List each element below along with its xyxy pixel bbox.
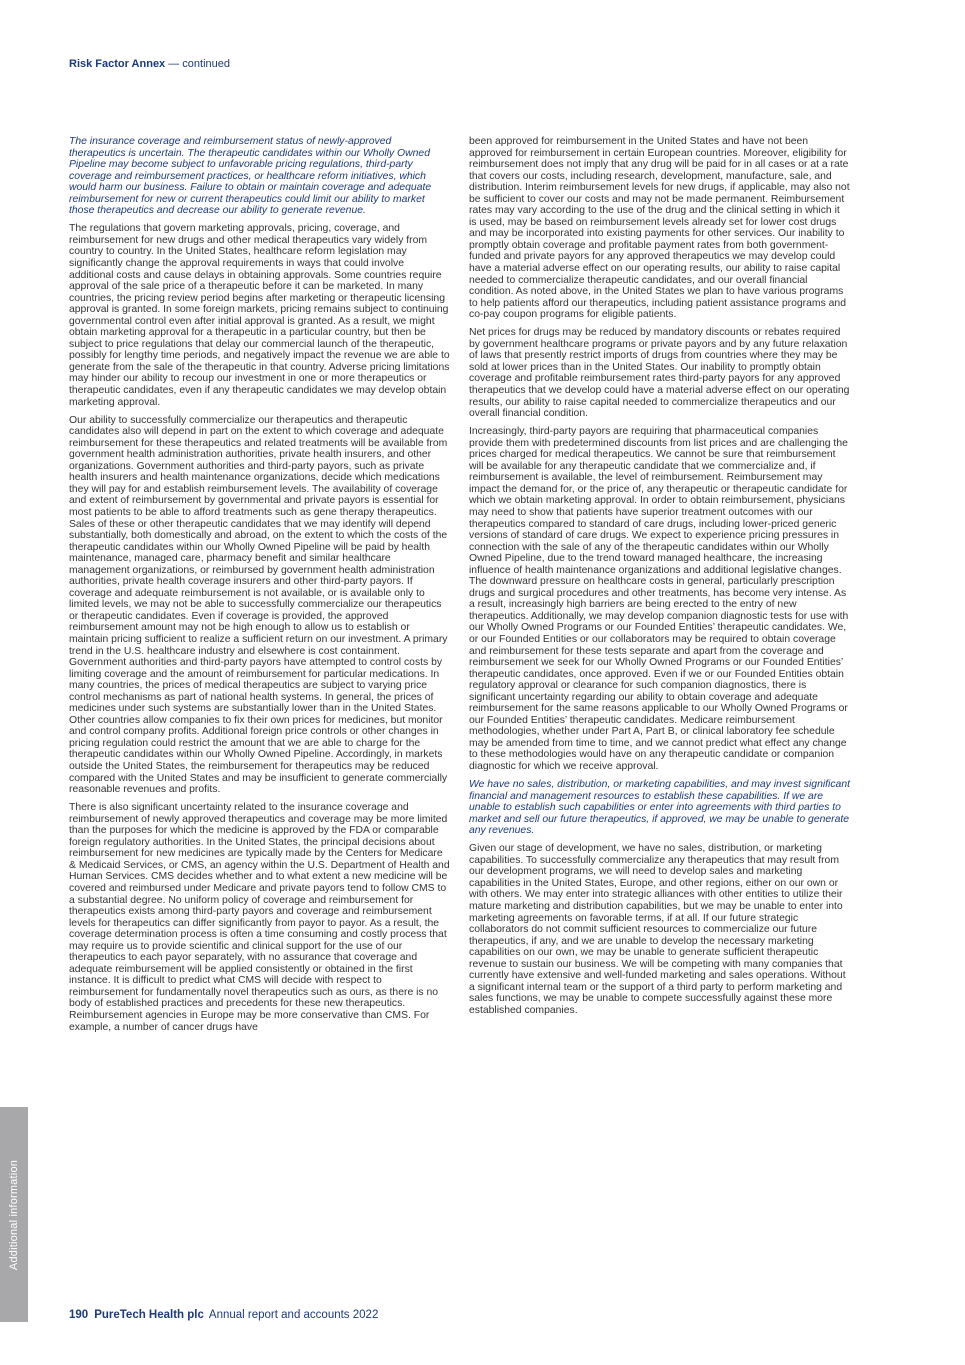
- left-column: [69, 136, 450, 1040]
- paragraph: Our ability to successfully commercialize our therapeutics and therapeutic candidates also will depend in part on the extent to which coverage and adequate reimbursement for these therapeutics and related treatments will be available from government health administration authorities, private health insurers, and other organizations. Government authorities and third-party payors, such as private health insurers and health maintenance organizations, decide which medications they will pay for and establish reimbursement levels. The availability of coverage and extent of reimbursement by governmental and private payors is essential for most patients to be able to afford treatments such as gene therapy therapeutics. Sales of these or other therapeutic candidates that we may identify will depend substantially, both domestically and abroad, on the extent to which the costs of the therapeutic candidates within our Wholly Owned Pipeline will be paid by health maintenance, managed care, pharmacy benefit and similar healthcare management organizations, or reimbursed by government health administration authorities, private health coverage insurers and other third-party payors. If coverage and adequate reimbursement is not available, or is available only to limited levels, we may not be able to successfully commercialize our therapeutics or therapeutic candidates. Even if coverage is provided, the approved reimbursement amount may not be high enough to allow us to establish or maintain pricing sufficient to realize a sufficient return on our investment. A primary trend in the U.S. healthcare industry and elsewhere is cost containment. Government authorities and third-party payors have attempted to control costs by limiting coverage and the amount of reimbursement for particular medications. In many countries, the prices of medical therapeutics are subject to varying price control mechanisms as part of national health systems. In general, the prices of medicines under such systems are substantially lower than in the United States. Other countries allow companies to fix their own prices for medicines, but monitor and control company profits. Additional foreign price controls or other changes in pricing regulation could restrict the amount that we are able to charge for the therapeutic candidates within our Wholly Owned Pipeline. Accordingly, in markets outside the United States, the reimbursement for therapeutics may be reduced compared with the United States and may be insufficient to generate commercially reasonable revenues and profits.: [69, 414, 448, 796]
- paragraph: Increasingly, third-party payors are requiring that pharmaceutical companies provide them with predetermined discounts from list prices and are challenging the prices charged for medical therapeutics. We cannot be sure that reimbursement will be available for any therapeutic candidate that we commercialize and, if reimbursement is available, the level of reimbursement. Reimbursement may impact the demand for, or the price of, any therapeutic or therapeutic candidate for which we obtain marketing approval. In order to obtain reimbursement, physicians may need to show that patients have superior treatment outcomes with our therapeutics compared to standard of care drugs, including lower-priced generic versions of standard of care drugs. We expect to experience pricing pressures in connection with the sale of any of the therapeutic candidates within our Wholly Owned Pipeline, due to the trend toward managed healthcare, the increasing influence of health maintenance organizations and additional legislative changes. The downward pressure on healthcare costs in general, particularly prescription drugs and surgical procedures and other treatments, has become very intense. As a result, increasingly high barriers are being erected to the entry of new therapeutics. Additionally, we may develop companion diagnostic tests for use with our Wholly Owned Programs or our Founded Entities’ therapeutic candidates. We, or our Founded Entities or our collaborators may be required to obtain coverage and reimbursement for these tests separate and apart from the coverage and reimbursement we seek for our Wholly Owned Programs or our Founded Entities’ therapeutic candidates, once approved. Even if we or our Founded Entities obtain regulatory approval or clearance for such companion diagnostics, there is significant uncertainty regarding our ability to obtain coverage and adequate reimbursement for the same reasons applicable to our Wholly Owned Programs or our Founded Entities’ therapeutic candidates. Medicare reimbursement methodologies, whether under Part A, Part B, or clinical laboratory fee schedule may be amended from time to time, and we cannot predict what effect any change to these methodologies would have on any therapeutic candidate or companion diagnostic for which we receive approval.: [469, 426, 849, 772]
- paragraph: Net prices for drugs may be reduced by mandatory discounts or rebates required by government healthcare programs or private payors and by any future relaxation of laws that presently restrict imports of drugs from countries where they may be sold at lower prices than in the United States. Our inability to promptly obtain coverage and profitable reimbursement rates third-party payors for any approved therapeutics that we develop could have a material adverse effect on our operating results, our ability to raise capital needed to commercialize therapeutics and our overall financial condition.: [469, 327, 850, 420]
- paragraph: The regulations that govern marketing approvals, pricing, coverage, and reimbursement for new drugs and other medical therapeutics vary widely from country to country. In the United States, healthcare reform legislation may significantly change the approval requirements in ways that could involve additional costs and cause delays in obtaining approvals. Some countries require approval of the sale price of a therapeutic before it can be marketed. In many countries, the pricing review period begins after marketing or therapeutic licensing approval is granted. In some foreign markets, pricing remains subject to continuing governmental control even after initial approval is granted. As a result, we might obtain marketing approval for a therapeutic in a particular country, but then be subject to price regulations that delay our commercial launch of the therapeutic, possibly for lengthy time periods, and negatively impact the revenue we are able to generate from the sale of the therapeutic in that country. Adverse pricing limitations may hinder our ability to recoup our investment in one or more therapeutics or therapeutic candidates, even if any therapeutic candidates we may develop obtain marketing approval.: [69, 223, 450, 408]
- running-header: [69, 58, 230, 70]
- right-column: [469, 136, 850, 1023]
- risk-heading-reimbursement: The insurance coverage and reimbursement status of newly-approved therapeutics is uncertain. The therapeutic candidates within our Wholly Owned Pipeline may become subject to unfavorable pricing regulations, third-party coverage and reimbursement practices, or healthcare reform initiatives, which would harm our business. Failure to obtain or maintain coverage and adequate reimbursement for new or current therapeutics could limit our ability to market those therapeutics and decrease our ability to generate revenue.: [69, 136, 432, 217]
- page-number: 190: [69, 1309, 89, 1321]
- page-footer: [69, 1309, 378, 1321]
- section-tab: [0, 1107, 28, 1322]
- paragraph: Given our stage of development, we have no sales, distribution, or marketing capabilities. To successfully commercialize any therapeutics that may result from our development programs, we will need to develop sales and marketing capabilities in the United States, Europe, and other regions, either on our own or with others. We may enter into strategic alliances with other entities to utilize their mature marketing and distribution capabilities, but we may be unable to enter into marketing agreements on favorable terms, if at all. If our future strategic collaborators do not commit sufficient resources to commercialize our future therapeutics, if any, and we are unable to develop the necessary marketing capabilities on our own, we may be unable to generate sufficient therapeutic revenue to sustain our business. We will be competing with many companies that currently have extensive and well-funded marketing and sales operations. Without a significant internal team or the support of a third party to perform marketing and sales functions, we may be unable to compete successfully against these more established companies.: [469, 843, 846, 1016]
- section-title: Risk Factor Annex: [69, 58, 166, 70]
- paragraph: There is also significant uncertainty related to the insurance coverage and reimbursement of newly approved therapeutics and coverage may be more limited than the purposes for which the medicine is approved by the FDA or comparable foreign regulatory authorities. In the United States, the principal decisions about reimbursement for new medicines are typically made by the Centers for Medicare & Medicaid Services, or CMS, an agency within the U.S. Department of Health and Human Services. CMS decides whether and to what extent a new medicine will be covered and reimbursed under Medicare and private payors tend to follow CMS to a substantial degree. No uniform policy of coverage and reimbursement for therapeutics exists among third-party payors and coverage and reimbursement levels for therapeutics can differ significantly from payor to payor. As a result, the coverage determination process is often a time consuming and costly process that may require us to provide scientific and clinical support for the use of our therapeutics to each payor separately, with no assurance that coverage and adequate reimbursement will be applied consistently or obtained in the first instance. It is difficult to predict what CMS will decide with respect to reimbursement for fundamentally novel therapeutics such as ours, as there is no body of established practices and precedents for these new therapeutics. Reimbursement agencies in Europe may be more conservative than CMS. For example, a number of cancer drugs have: [69, 802, 450, 1033]
- section-tab-label: Additional information: [8, 1159, 20, 1270]
- risk-heading-sales-capabilities: We have no sales, distribution, or marketing capabilities, and may invest significant financial and management resources to establish these capabilities. If we are unable to establish such capabilities or enter into agreements with third parties to market and sell our future therapeutics, if approved, we may be unable to generate any revenues.: [469, 779, 850, 837]
- report-title: Annual report and accounts 2022: [208, 1309, 379, 1321]
- paragraph: been approved for reimbursement in the United States and have not been approved for reimbursement in certain European countries. Moreover, eligibility for reimbursement does not imply that any drug will be paid for in all cases or at a rate that covers our costs, including research, development, manufacture, sale, and distribution. Interim reimbursement levels for new drugs, if applicable, may also not be sufficient to cover our costs and may not be made permanent. Reimbursement rates may vary according to the use of the drug and the clinical setting in which it is used, may be based on reimbursement levels already set for lower cost drugs and may be incorporated into existing payments for other services. Our inability to promptly obtain coverage and profitable payment rates from both government-funded and private payors for any approved therapeutics we may develop could have a material adverse effect on our operating results, our ability to raise capital needed to commercialize therapeutic candidates, and our overall financial condition. As noted above, in the United States we plan to have various programs to help patients afford our therapeutics, including patient assistance programs and co-pay coupon programs for eligible patients.: [469, 136, 850, 321]
- company-name: PureTech Health plc: [94, 1309, 204, 1321]
- section-continued: — continued: [165, 58, 231, 70]
